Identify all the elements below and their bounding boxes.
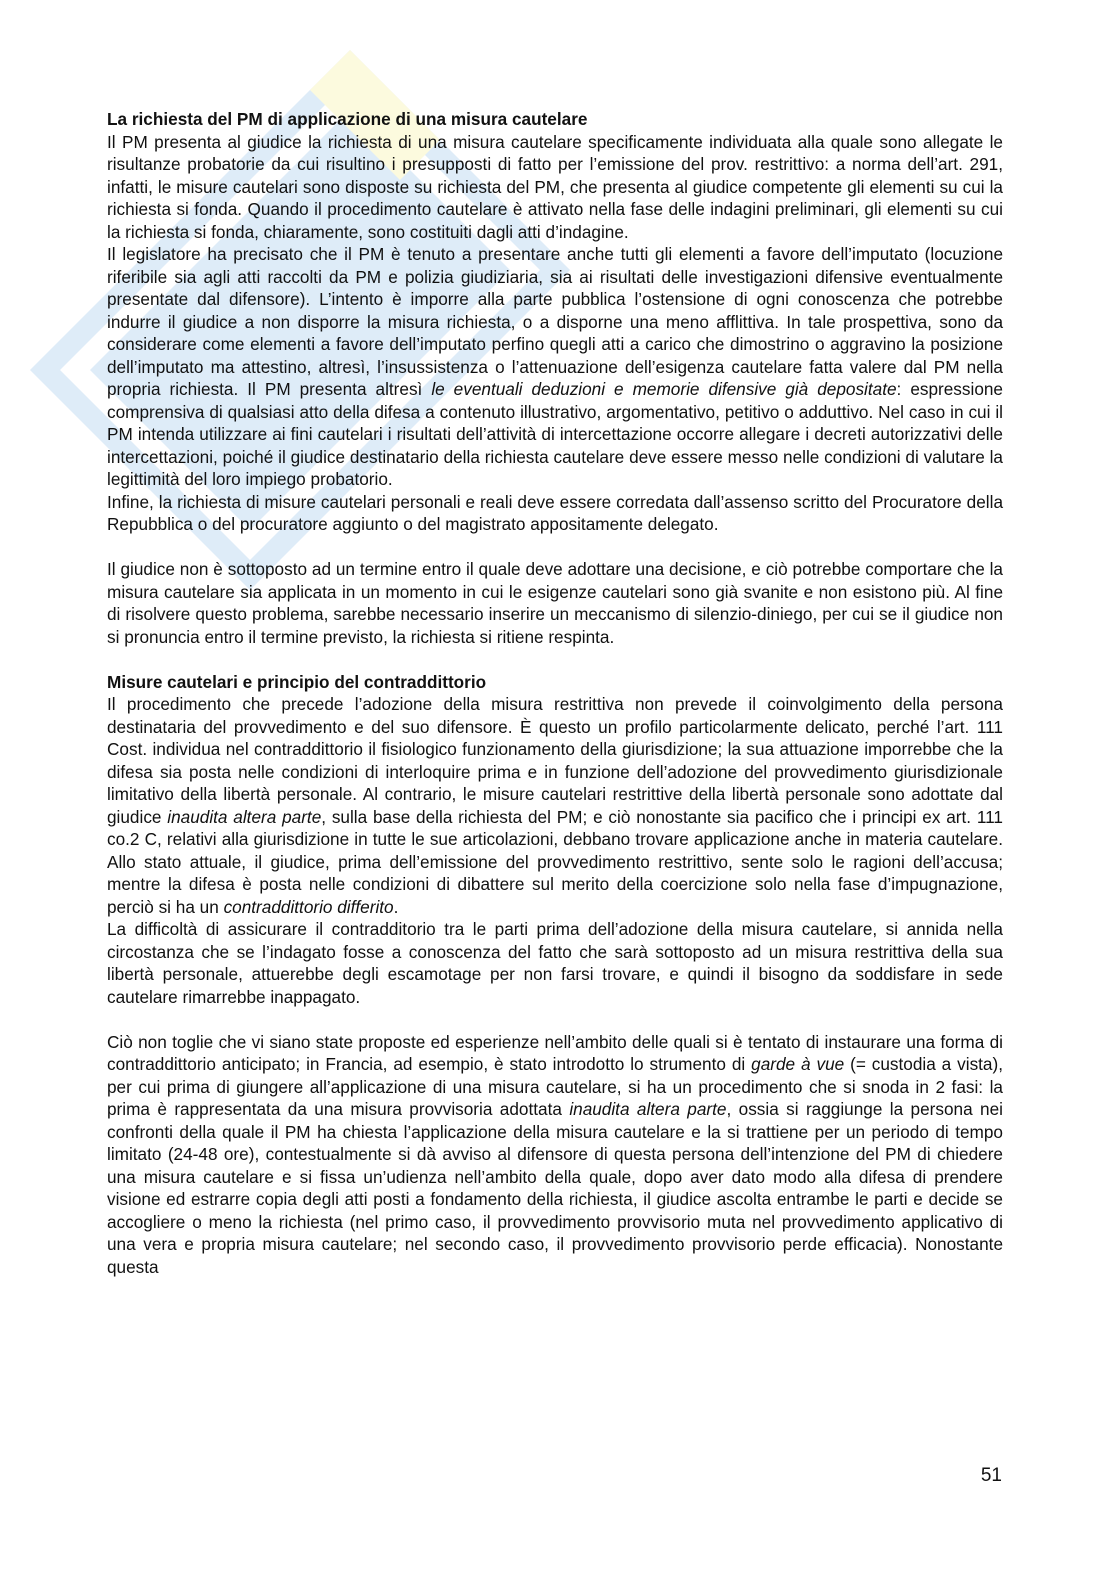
section-heading-contraddittorio: Misure cautelari e principio del contraddittorio [107, 671, 487, 692]
paragraph: Il procedimento che precede l’adozione della misura restrittiva non prevede il coinvolgimento della persona destinataria del provvedimento e del suo difensore. È questo un profilo particolarmente delicato, perché l’art. 111 Cost. individua nel contraddittorio il fisiologico funzionamento della giurisdizione; la sua attuazione imporrebbe che la difesa sia posta nelle condizioni di interloquire prima e in funzione dell’adozione del provvedimento giurisdizionale limitativo della libertà personale. Al contrario, le misure cautelari restrittive della libertà personale sono adottate dal giudice inaudita altera parte, sulla base della richiesta del PM; e ciò nonostante sia pacifico che i principi ex art. 111 co.2 C, relativi alla giurisdizione in tutte le sue articolazioni, debbano trovare applicazione anche in materia cautelare. Allo stato attuale, il giudice, prima dell’emissione del provvedimento restrittivo, sente solo le ragioni dell’accusa; mentre la difesa è posta nelle condizioni di dibattere sul merito della coercizione solo nella fase d’impugnazione, perciò si ha un contraddittorio differito. [107, 694, 1003, 917]
page-number: 51 [980, 1465, 1002, 1486]
section-heading-richiesta: La richiesta del PM di applicazione di una misura cautelare [107, 109, 588, 129]
document-page [107, 108, 1003, 1278]
paragraph: Il legislatore ha precisato che il PM è tenuto a presentare anche tutti gli elementi a favore dell’imputato (locuzione riferibile sia agli atti raccolti da PM e polizia giudiziaria, sia ai risultati delle investigazioni difensive eventualmente presentate dal difensore). L’intento è imporre alla parte pubblica l’ostensione di ogni conoscenza che potrebbe indurre il giudice a non disporre la misura richiesta, o a disporne una meno afflittiva. In tale prospettiva, sono da considerare come elementi a favore dell’imputato perfino quegli atti a carico che dimostrino o aggravino la posizione dell’imputato ma attestino, altresì, l’insussistenza o l’attenuazione dell’esigenza cautelare fatta valere dal PM nella propria richiesta. Il PM presenta altresì le eventuali deduzioni e memorie difensive già depositate: espressione comprensiva di qualsiasi atto della difesa a contenuto illustrativo, argomentativo, petitivo o adduttivo. Nel caso in cui il PM intenda utilizzare ai fini cautelari i risultati dell’attività di intercettazione occorre allegare i decreti autorizzativi delle intercettazioni, poiché il giudice destinatario della richiesta cautelare deve essere messo nelle condizioni di valutare la legittimità del loro impiego probatorio. [107, 244, 1003, 489]
paragraph: Il PM presenta al giudice la richiesta di una misura cautelare specificamente individuata alla quale sono allegate le risultanze probatorie da cui risultino i presupposti di fatto per l’emissione del prov. restrittivo: a norma dell’art. 291, infatti, le misure cautelari sono disposte su richiesta del PM, che presenta al giudice competente gli elementi su cui la richiesta si fonda. Quando il procedimento cautelare è attivato nella fase delle indagini preliminari, gli elementi su cui la richiesta si fonda, chiaramente, sono costituiti dagli atti d’indagine. [107, 131, 1003, 242]
paragraph: Ciò non toglie che vi siano state proposte ed esperienze nell’ambito delle quali si è tentato di instaurare una forma di contraddittorio anticipato; in Francia, ad esempio, è stato introdotto lo strumento di garde à vue (= custodia a vista), per cui prima di giungere all’applicazione di una misura cautelare, si ha un procedimento che si snoda in 2 fasi: la prima è rappresentata da una misura provvisoria adottata inaudita altera parte, ossia si raggiunge la persona nei confronti della quale il PM ha chiesta l’applicazione della misura cautelare e la si trattiene per un periodo di tempo limitato (24-48 ore), contestualmente si dà avviso al difensore di questa persona dell’intenzione del PM di chiedere una misura cautelare e si fissa un’udienza nell’ambito della quale, dopo aver dato modo alla difesa di prendere visione ed estrarre copia degli atti posti a fondamento della richiesta, il giudice ascolta entrambe le parti e decide se accogliere o meno la richiesta (nel primo caso, il provvedimento provvisorio muta nel provvedimento applicativo di una vera e propria misura cautelare; nel secondo caso, il provvedimento provvisorio perde efficacia). Nonostante questa [107, 1031, 1003, 1277]
paragraph: La difficoltà di assicurare il contradditorio tra le parti prima dell’adozione della misura cautelare, si annida nella circostanza che se l’indagato fosse a conoscenza del fatto che sarà sottoposto ad un misura restrittiva della sua libertà personale, attuerebbe degli escamotage per non farsi trovare, e quindi il bisogno da soddisfare in sede cautelare rimarrebbe inappagato. [107, 919, 1003, 1007]
paragraph: Il giudice non è sottoposto ad un termine entro il quale deve adottare una decisione, e ciò potrebbe comportare che la misura cautelare sia applicata in un momento in cui le esigenze cautelari sono già svanite e non esistono più. Al fine di risolvere questo problema, sarebbe necessario inserire un meccanismo di silenzio-diniego, per cui se il giudice non si pronuncia entro il termine previsto, la richiesta si ritiene respinta. [107, 559, 1003, 647]
paragraph: Infine, la richiesta di misure cautelari personali e reali deve essere corredata dall’assenso scritto del Procuratore della Repubblica o del procuratore aggiunto o del magistrato appositamente delegato. [107, 491, 1003, 534]
